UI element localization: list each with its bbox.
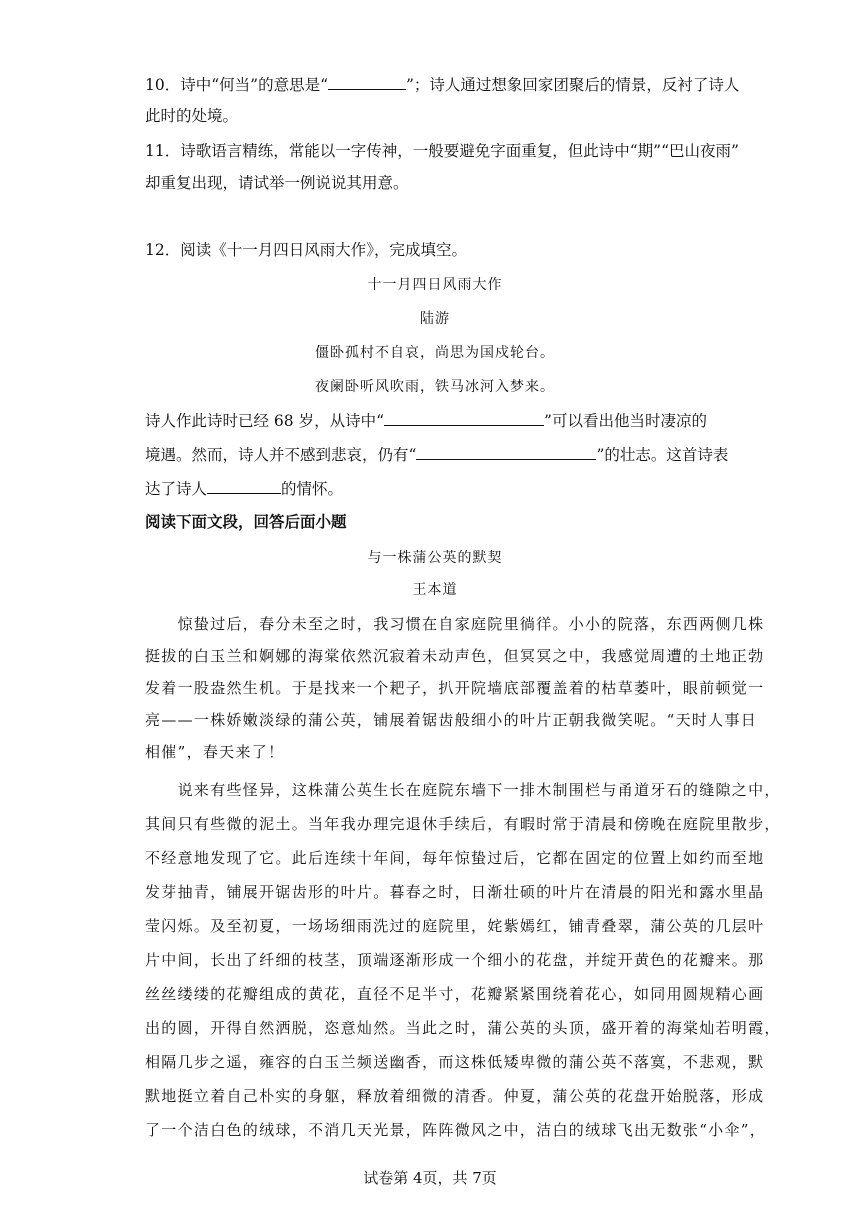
paragraph-line: 发芽抽青，铺展开锯齿形的叶片。暮春之时，日渐壮硕的叶片在清晨的阳光和露水里晶 [145, 883, 765, 901]
poem-line-1: 僵卧孤村不自哀，尚思为国戍轮台。 [315, 345, 555, 361]
paragraph-line: 莹闪烁。及至初夏，一场场细雨洗过的庭院里，姹紫嫣红，铺青叠翠，蒲公英的几层叶 [145, 917, 765, 935]
q12-fill3-prefix: 达了诗人 [145, 480, 208, 498]
q10-line1 [145, 75, 740, 95]
paragraph-line: 了一个洁白色的绒球，不消几天光景，阵阵微风之中，洁白的绒球飞出无数张“小伞”， [145, 1121, 767, 1139]
paragraph-line: 说来有些怪异，这株蒲公英生长在庭院东墙下一排木制围栏与甬道牙石的缝隙之中， [145, 781, 781, 799]
paragraph-line: 不经意地发现了它。此后连续十年间，每年惊蛰过后，它都在固定的位置上如约而至地 [145, 849, 765, 867]
section-heading: 阅读下面文段，回答后面小题 [145, 513, 347, 531]
q10-prefix: 10．诗中“何当”的意思是“ [145, 76, 328, 94]
q11-line1: 11．诗歌语言精练，常能以一字传神，一般要避免字面重复，但此诗中“期”“巴山夜雨” [145, 142, 739, 160]
q10-blank[interactable] [328, 75, 406, 90]
q12-fill2-prefix: 境遇。然而，诗人并不感到悲哀，仍有“ [145, 446, 417, 464]
article-author: 王本道 [412, 582, 458, 598]
poem-line-2: 夜阑卧听风吹雨，铁马冰河入梦来。 [315, 379, 555, 395]
poem-title: 十一月四日风雨大作 [367, 277, 503, 293]
paragraph-line: 其间只有些微的泥土。当年我办理完退休手续后，有暇时常于清晨和傍晚在庭院里散步， [145, 815, 781, 833]
q11-line2: 却重复出现，请试举一例说说其用意。 [145, 174, 409, 192]
q12-blank-2[interactable] [416, 445, 596, 460]
q12-fill1-suffix: ”可以看出他当时凄凉的 [544, 412, 707, 430]
q12-intro: 12．阅读《十一月四日风雨大作》，完成填空。 [145, 241, 467, 259]
page-footer: 试卷第 4页，共 7页 [363, 1169, 497, 1187]
paragraph-line: 相隔几步之遥，雍容的白玉兰频送幽香，而这株低矮卑微的蒲公英不落寞，不悲观，默 [145, 1053, 765, 1071]
q12-fill1-prefix: 诗人作此诗时已经 68 岁，从诗中“ [145, 412, 385, 430]
paragraph-line: 挺拔的白玉兰和婀娜的海棠依然沉寂着未动声色，但冥冥之中，我感觉周遭的土地正勃 [145, 647, 765, 665]
q12-fill-line2 [145, 445, 729, 465]
q12-fill-line3 [145, 479, 725, 499]
q10-line2: 此时的处境。 [145, 107, 239, 125]
paragraph-line: 默地挺立着自己朴实的身躯，释放着细微的清香。仲夏，蒲公英的花盘开始脱落，形成 [145, 1087, 765, 1105]
paragraph-line: 丝丝缕缕的花瓣组成的黄花，直径不足半寸，花瓣紧紧围绕着花心，如同用圆规精心画 [145, 985, 765, 1003]
paragraph-line: 出的圆，开得自然洒脱，恣意灿然。当此之时，蒲公英的头顶，盛开着的海棠灿若明霞， [145, 1019, 781, 1037]
paragraph-line: 惊蛰过后，春分未至之时，我习惯在自家庭院里徜徉。小小的院落，东西两侧几株 [145, 615, 765, 633]
q12-fill3-suffix: 的情怀。 [281, 480, 344, 498]
article-title: 与一株蒲公英的默契 [367, 550, 503, 566]
paragraph-line: 发着一股盎然生机。于是找来一个耙子，扒开院墙底部覆盖着的枯草萎叶，眼前顿觉一 [145, 679, 765, 697]
q12-blank-3[interactable] [207, 479, 281, 494]
q12-fill-line1 [145, 411, 725, 431]
paragraph-line: 相催”，春天来了！ [145, 743, 285, 761]
paragraph-line: 亮——一株娇嫩淡绿的蒲公英，铺展着锯齿般细小的叶片正朝我微笑呢。“天时人事日 [145, 711, 758, 729]
q12-fill2-suffix: ”的壮志。这首诗表 [596, 446, 729, 464]
q10-suffix: ”；诗人通过想象回家团聚后的情景，反衬了诗人 [406, 76, 740, 94]
paragraph-line: 片中间，长出了纤细的枝茎，顶端逐渐形成一个细小的花盘，并绽开黄色的花瓣来。那 [145, 951, 765, 969]
q12-blank-1[interactable] [384, 411, 544, 426]
poem-author: 陆游 [420, 311, 450, 327]
